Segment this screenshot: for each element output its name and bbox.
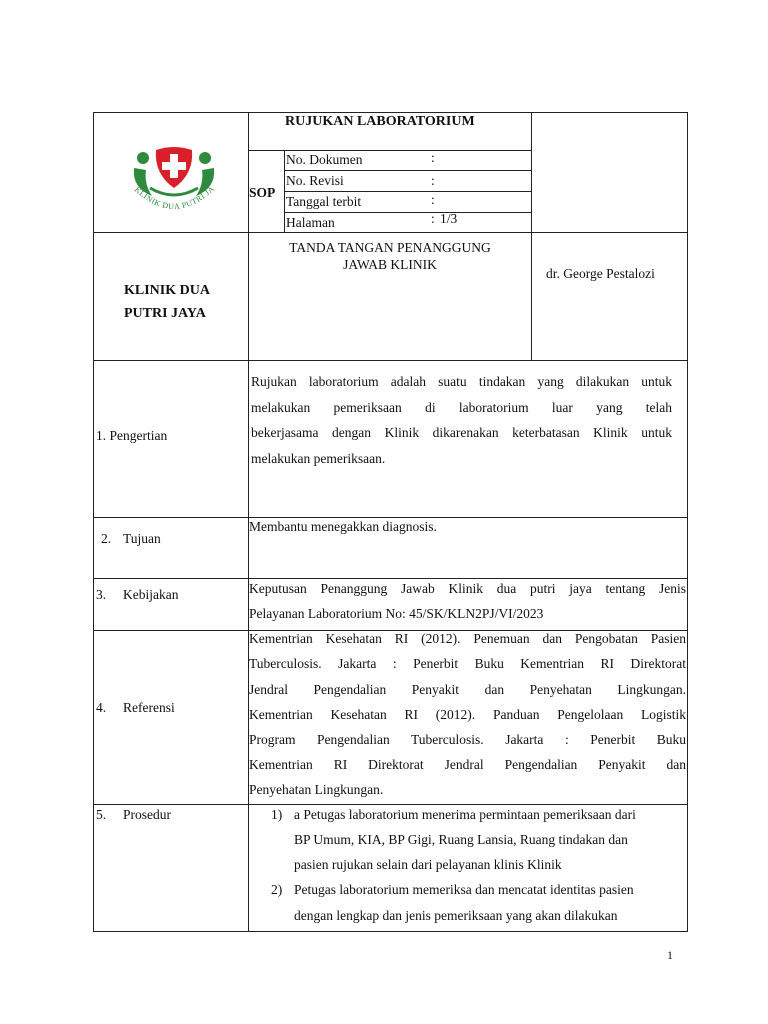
section-prosedur-label: Prosedur — [123, 807, 171, 822]
clinic-logo — [128, 140, 220, 216]
referensi-line: Program Pengendalian Tuberculosis. Jakarta : Penerbit Buku — [249, 732, 686, 747]
referensi-line: Penyehatan Lingkungan. — [249, 782, 384, 797]
section-tujuan-label: Tujuan — [123, 531, 161, 546]
kebijakan-line: Pelayanan Laboratorium No: 45/SK/KLN2PJ/VI/2023 — [249, 606, 544, 621]
clinic-name-line2: PUTRI JAYA — [124, 306, 206, 321]
referensi-line: Tuberculosis. Jakarta : Penerbit Buku Kementrian RI Direktorat — [249, 656, 686, 671]
svg-text:KLINIK DUA PUTRI JAYA: KLINIK DUA PUTRI JA — [132, 184, 216, 212]
pengertian-line: melakukan pemeriksaan. — [251, 451, 386, 466]
field-no-dokumen-label: No. Dokumen — [286, 152, 363, 167]
section-referensi-label: Referensi — [123, 700, 175, 715]
section-referensi-number: 4. — [96, 700, 107, 715]
section-kebijakan-number: 3. — [96, 587, 107, 602]
signature-label — [249, 239, 531, 273]
prosedur-item-marker: 1) — [271, 807, 283, 822]
section-kebijakan-label: Kebijakan — [123, 587, 179, 602]
signature-label-line2: JAWAB KLINIK — [343, 257, 437, 272]
field-tanggal-terbit-label: Tanggal terbit — [286, 194, 362, 209]
referensi-line: Kementrian RI Direktorat Jendral Pengendalian Penyakit dan — [249, 757, 686, 772]
pengertian-line: bekerjasama dengan Klinik dikarenakan keterbatasan Klinik untuk — [251, 425, 672, 440]
field-halaman-value: 1/3 — [440, 211, 458, 226]
referensi-line: Jendral Pengendalian Penyakit dan Penyehatan Lingkungan. — [249, 682, 686, 697]
signer-name: dr. George Pestalozi — [546, 266, 655, 281]
prosedur-item-line: BP Umum, KIA, BP Gigi, Ruang Lansia, Ruang tindakan dan — [294, 832, 628, 847]
section-tujuan-number: 2. — [101, 531, 112, 546]
field-no-revisi-label: No. Revisi — [286, 173, 344, 188]
referensi-line: Kementrian Kesehatan RI (2012). Panduan Pengelolaan Logistik — [249, 707, 686, 722]
kebijakan-line: Keputusan Penanggung Jawab Klinik dua putri jaya tentang Jenis — [249, 581, 686, 596]
field-halaman-label: Halaman — [286, 215, 335, 230]
prosedur-item-line: dengan lengkap dan jenis pemeriksaan yang akan dilakukan — [294, 908, 618, 923]
section-pengertian-label: 1. Pengertian — [96, 428, 168, 443]
field-no-revisi-colon: : — [431, 173, 435, 188]
document-title: RUJUKAN LABORATORIUM — [285, 114, 475, 129]
clinic-name-line1: KLINIK DUA — [124, 283, 210, 298]
prosedur-item-line: pasien rujukan selain dari pelayanan klinis Klinik — [294, 857, 562, 872]
field-halaman-colon: : — [431, 211, 435, 226]
prosedur-item-line: Petugas laboratorium memeriksa dan mencatat identitas pasien — [294, 882, 634, 897]
referensi-line: Kementrian Kesehatan RI (2012). Penemuan dan Pengobatan Pasien — [249, 631, 686, 646]
pengertian-line: melakukan pemeriksaan di laboratorium luar yang telah — [251, 400, 672, 415]
prosedur-item-marker: 2) — [271, 882, 283, 897]
pengertian-line: Rujukan laboratorium adalah suatu tindakan yang dilakukan untuk — [251, 374, 672, 389]
sop-label: SOP — [249, 185, 276, 200]
field-tanggal-terbit-colon: : — [431, 192, 435, 207]
signature-label-line1: TANDA TANGAN PENANGGUNG — [289, 240, 491, 255]
page-number: 1 — [667, 948, 673, 962]
prosedur-item-line: a Petugas laboratorium menerima permintaan pemeriksaan dari — [294, 807, 636, 822]
field-no-dokumen-colon: : — [431, 150, 435, 165]
section-prosedur-number: 5. — [96, 807, 107, 822]
section-tujuan-text: Membantu menegakkan diagnosis. — [249, 519, 437, 534]
